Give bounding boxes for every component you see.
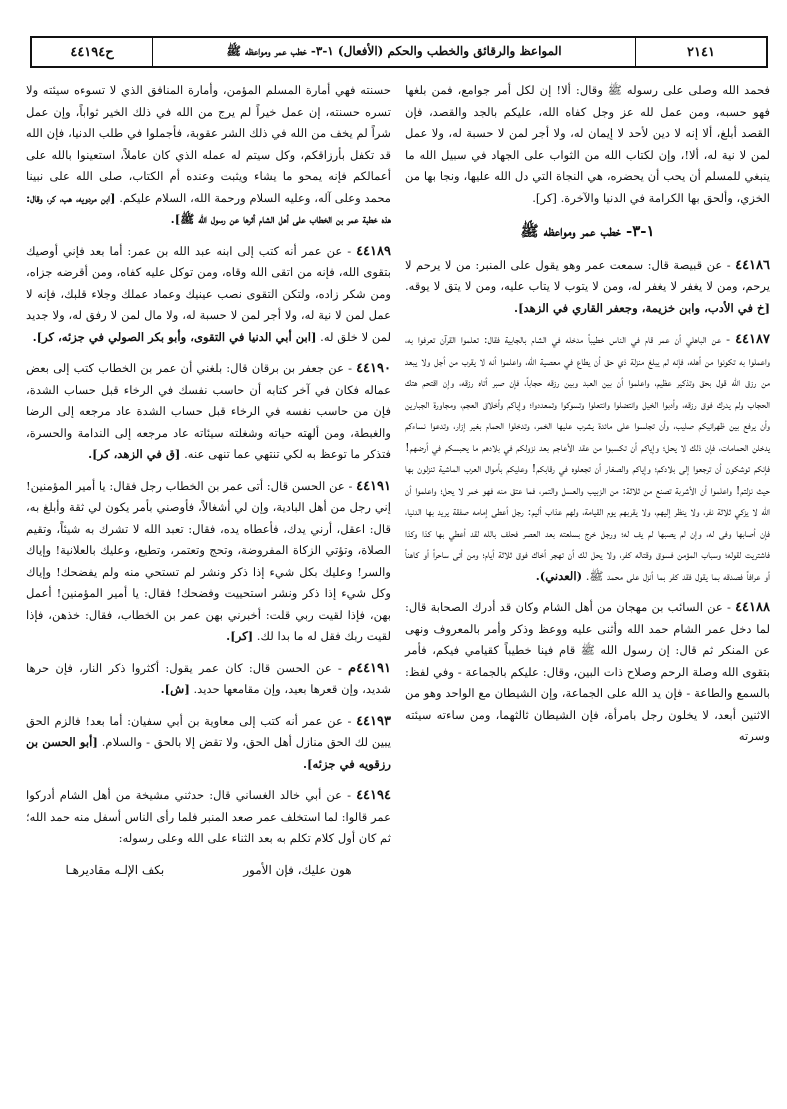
hadith-entry	[405, 329, 770, 587]
hadith-number: ٤٤١٨٧	[735, 332, 770, 347]
hadith-number: ٤٤١٩٠	[356, 361, 391, 376]
hadith-entry	[26, 358, 391, 466]
hadith-source: [ش].	[160, 682, 190, 696]
hadith-number: ٤٤١٩١م	[348, 660, 392, 676]
hadith-source: (العدني).	[535, 568, 583, 583]
continued-source: [ابن مردويه، هب، كر، وقال: هذه خطبة عمر بن الخطاب على أهل الشام أثرها عن رسول الله ﷺ].	[26, 190, 391, 226]
running-header	[30, 36, 768, 68]
left-column	[26, 80, 391, 1100]
hadith-source: [ابن أبي الدنيا في التقوى، وأبو بكر الصولي في جزئه، كر].	[32, 329, 317, 344]
hadith-text: - عن الباهلي أن عمر قام في الناس خطيباً مدخله في الشام بالجابية فقال: تعلموا القرآن تعرفوا به، واعملوا به تكونوا من أهله، فإنه لم يبلغ منزلة ذي حق أن يطاع في معصية الله، واعلموا أنه لا يقرب من أجل ولا يبعد من رزق الله قول بحق وتذكير عظيم، واعلموا أن بين العبد وبين رزقه حجاباً، فإن صبر أتاه رزقه، وإن اقتحم هتك الحجاب ولم يدرك فوق رزقه، وأدبوا الخيل وانتضلوا وانتعلوا وتسوكوا وتمعددوا؛ وإياكم وأخلاق العجم، ومجاورة الجبارين وأن يرفع بين ظهرانيكم صليب، وأن تجلسوا على مائدة يشرب عليها الخمر، وتدخلوا الحمام بغير إزار، وتدعوا نساءكم يدخلن الحمامات، فإن ذلك لا يحل؛ وإياكم أن تكسبوا من عقد الأعاجم بعد نزولكم في بلادهم ما يحبسكم في أرضهم! فإنكم توشكون أن ترجعوا إلى بلادكم؛ وإياكم والصغار أن تجعلوه في رقابكم! وعليكم بأموال العرب الماشية تنزلون بها حيث نزلتم! واعلموا أن الأشربة تصنع من ثلاثة: من الزبيب والعسل والتمر، فما عتق منه فهو خمر لا يحل؛ واعلموا أن الله لا يزكي ثلاثة نفر، ولا ينظر إليهم، ولا يقربهم يوم القيامة، ولهم عذاب أليم: رجل أعطى إمامه صفقة يريد بها الدنيا، فإن أصابها وفى له، وإن لم يصبها لم يف له؛ ورجل خرج بسلعته بعد العصر فحلف بالله لقد أعطي بها كذا وكذا فاشتريت لقوله؛ وسباب المؤمن فسوق وقتاله كفر، ولا يحل لك أن تهجر أخاك فوق ثلاثة أيام؛ ومن أتى ساحراً أو كاهناً أو عرافاً فصدقه بما يقول فقد كفر بما أنزل على محمد ﷺ.	[405, 332, 770, 583]
header-page-number: ٢١٤١	[687, 44, 715, 60]
text-columns	[24, 80, 770, 1100]
hadith-entry	[26, 658, 391, 701]
hadith-number: ٤٤١٩١	[356, 478, 392, 494]
header-chapter-title: المواعظ والرقائق والخطب والحكم (الأفعال) ١-٣- خطب عمر ومواعظه ﷺ	[153, 38, 636, 66]
hadith-text: - عن عمر أنه كتب إلى معاوية بن أبي سفيان: أما بعد! فالزم الحق يبين لك الحق منازل أهل الحق، ولا تقض إلا بالحق - والسلام.	[26, 713, 391, 749]
hadith-entry	[26, 711, 391, 776]
verse-first-hemistich: هون عليك، فإن الأمور	[243, 862, 352, 877]
hadith-text: - عن عمر أنه كتب إلى ابنه عبد الله بن عمر: أما بعد فإني أوصيك بتقوى الله، فإنه من اتقى الله وقاه، ومن توكل عليه كفاه، ومن أقرضه جزاه، ومن شكر زاده، ولتكن التقوى نصب عينيك وعماد عملك وجلاء قلبك، فإنه لا عمل لمن لا نية له، ولا أجر لمن لا حسبة له، ولا مال لمن لا رفق له، ولا جديد لمن لا خلق له.	[26, 243, 391, 344]
continued-paragraph: فحمد الله وصلى على رسوله ﷺ وقال: ألا! إن لكل أمر جوامع، فمن بلغها فهو حسبه، ومن عمل لله عز وجل كفاه الله، عليكم بالجد والقصد، فإن القصد أبلغ، ألا إنه لا دين لأحد لا إيمان له، ولا أجر لمن لا حسبة له، ولا عمل لمن لا نية له، ألا!، وإن لكتاب الله من الثواب على الجهاد في سبيل الله ما ينبغي للمسلم أن يحب أن يحضره، هي النجاة التي دل الله عليها، ونجا بها من الخزي، وألحق بها الكرامة في الدنيا والآخرة. [كر].	[405, 83, 770, 205]
hadith-text: - عن السائب بن مهجان من أهل الشام وكان قد أدرك الصحابة قال: لما دخل عمر الشام حمد الله وأثنى عليه ووعظ وذكر وأمر بالمعروف ونهى عن المنكر ثم قال: إن رسول الله ﷺ قام فينا خطيباً كقيامي فيكم، فأمر بتقوى الله وصلة الرحم وصلاح ذات البين، وقال: عليكم بالجماعة - وفي لفظ: بالسمع والطاعة - فإن يد الله على الجماعة، وإن الشيطان مع الواحد وهو من الاثنين أبعد، لا يخلون رجل بامرأة، فإن الشيطان ثالثهما، ومن ساءته سيئته وسرته	[405, 600, 770, 743]
hadith-source: [ق في الزهد، كر].	[88, 447, 181, 461]
hadith-entry	[405, 597, 770, 748]
hadith-entry	[26, 785, 391, 850]
poetry-verse	[26, 860, 391, 882]
hadith-number: ٤٤١٩٣	[356, 713, 391, 729]
hadith-number: ٤٤١٨٦	[735, 257, 771, 273]
hadith-text: - عن قبيصة قال: سمعت عمر وهو يقول على المنبر: من لا يرحم لا يرحم، ومن لا يغفر لا يغفر له، ومن لا يتوب لا يتاب عليه، ومن لا يتق لا يوقه.	[405, 257, 770, 293]
hadith-text: - عن الحسن قال: أتى عمر بن الخطاب رجل فقال: يا أمير المؤمنين! إني رجل من أهل البادية، وإن لي أشغالاً، فأوصني بأمر يكون لي ثقة وأبلغ به، قال: اعقل، أرني يدك، فأعطاه يده، فقال: تعبد الله لا تشرك به شيئاً، وتقيم الصلاة، وتؤتي الزكاة المفروضة، وتحج وتعتمر، وتطيع، وعليك بالعلانية! وإياك والسر! وعليك بكل شيء إذا ذكر ونشر لم تستحي منه ولم يفضحك! وإياك وكل شيء إذا ذكر ونشر استحييت وفضحك! فقال: يا أمير المؤمنين! أعمل بهن، فإذا لقيت ربي قلت: أخبرني بهن عمر بن الخطاب، فقال: خذهن، فإذا لقيت ربك فقل له ما بدا لك.	[26, 478, 391, 643]
verse-second-hemistich: بكف الإلـه مقاديرهـا	[65, 862, 165, 877]
hadith-number: ٤٤١٨٩	[356, 243, 391, 259]
continued-text: حسنته فهي أمارة المسلم المؤمن، وأمارة المنافق الذي لا تسوءه سيئته ولا تسره حسنته، إن عمل خيراً لم يرج من الله في ذلك الخير ثواباً، وإن عمل شراً لم يخف من الله في ذلك الشر عقوبة، فأجملوا في طلب الدنيا، فإن الله قد تكفل بأرزاقكم، وكل سيتم له عمله الذي كان عاملاً، استعينوا بالله على أعمالكم فإنه يمحو ما يشاء ويثبت وعنده أم الكتاب، صلى الله على نبينا محمد وعلى آله، وعليه السلام ورحمة الله، السلام عليكم.	[26, 83, 392, 205]
hadith-text: - عن أبي خالد الغساني قال: حدثني مشيخة من أهل الشام أدركوا عمر قالوا: لما استخلف عمر صعد المنبر فلما رأى الناس أسفل منه حمد الله؛ ثم كان أول كلام تكلم به بعد الثناء على الله وعلى رسوله:	[26, 788, 391, 845]
hadith-number: ٤٤١٨٨	[735, 600, 770, 615]
hadith-number: ٤٤١٩٤	[356, 788, 391, 803]
continued-paragraph	[26, 80, 391, 231]
hadith-entry	[405, 255, 770, 320]
right-column	[405, 80, 770, 1100]
hadith-source: [كر].	[226, 629, 254, 643]
hadith-text: - عن جعفر بن برقان قال: بلغني أن عمر بن الخطاب كتب إلى بعض عماله فكان في آخر كتابه أن حاسب نفسك في الرخاء قبل حساب الشدة، فإن من حاسب نفسه في الرخاء قبل حساب الشدة عاد مرجعه إلى الرضا والغبطة، ومن ألهته حياته وشغلته سيئاته عاد مرجعه إلى الندامة والحسرة، فتذكر ما توعظ به لكي تنتهي عما تنهى عنه.	[26, 361, 391, 461]
section-heading: ١-٣- خطب عمر ومواعظه ﷺ	[520, 222, 655, 240]
hadith-entry	[26, 241, 391, 349]
hadith-source: [أبو الحسن بن رزقويه في جزئه].	[26, 735, 391, 771]
hadith-source: [خ في الأدب، وابن خزيمة، وجعفر القاري في الزهد].	[514, 300, 770, 315]
hadith-text: - عن الحسن قال: كان عمر يقول: أكثروا ذكر النار، فإن حرها شديد، وإن قعرها بعيد، وإن مقامعها حديد.	[26, 660, 391, 696]
header-hadith-range: ح٤٤١٩٤	[32, 38, 153, 66]
hadith-entry	[26, 476, 391, 648]
